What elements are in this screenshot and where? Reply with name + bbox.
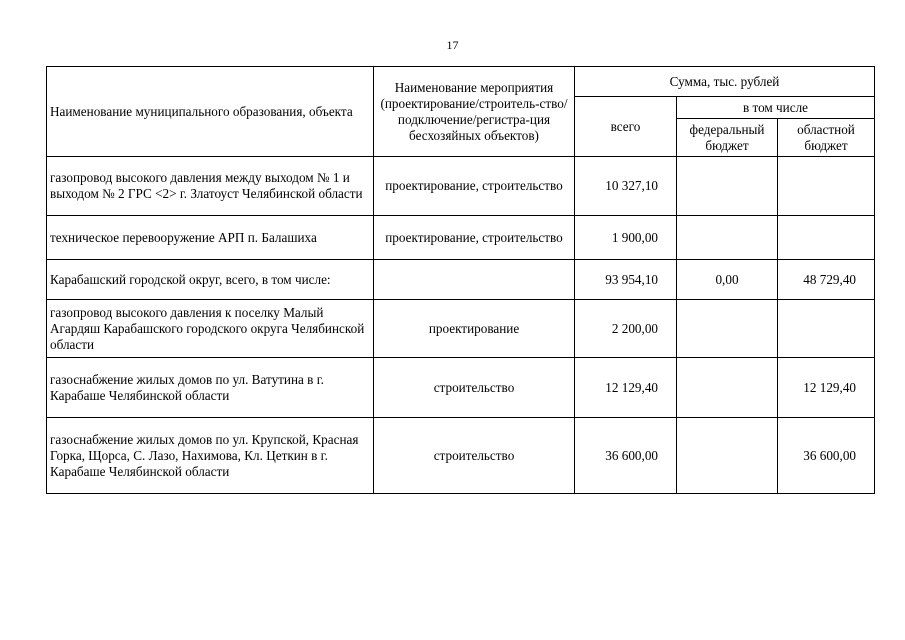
row-name: газопровод высокого давления к поселку Малый Агардяш Карабашского городского округа Челябинской области xyxy=(47,300,374,358)
row-regional xyxy=(778,157,875,216)
row-name: газоснабжение жилых домов по ул. Ватутина в г. Карабаше Челябинской области xyxy=(47,358,374,418)
table-row xyxy=(47,260,875,300)
row-name: газоснабжение жилых домов по ул. Крупской, Красная Горка, Щорса, С. Лазо, Нахимова, Кл. Цеткин в г. Карабаше Челябинской области xyxy=(47,418,374,494)
row-regional xyxy=(778,300,875,358)
row-total: 10 327,10 xyxy=(575,157,677,216)
row-federal: 0,00 xyxy=(677,260,778,300)
table-row xyxy=(47,358,875,418)
header-name: Наименование муниципального образования, объекта xyxy=(47,67,374,157)
row-total: 1 900,00 xyxy=(575,216,677,260)
header-regional: областной бюджет xyxy=(778,119,875,157)
table-row xyxy=(47,157,875,216)
header-sum: Сумма, тыс. рублей xyxy=(575,67,875,97)
row-activity: проектирование, строительство xyxy=(374,216,575,260)
row-activity: строительство xyxy=(374,358,575,418)
header-activity: Наименование мероприятия (проектирование/строитель-ство/подключение/регистра-ция бесхозяйных объектов) xyxy=(374,67,575,157)
row-regional: 12 129,40 xyxy=(778,358,875,418)
row-total: 93 954,10 xyxy=(575,260,677,300)
row-total: 12 129,40 xyxy=(575,358,677,418)
row-regional xyxy=(778,216,875,260)
row-activity xyxy=(374,260,575,300)
row-federal xyxy=(677,216,778,260)
row-name: газопровод высокого давления между выходом № 1 и выходом № 2 ГРС <2> г. Златоуст Челябинской области xyxy=(47,157,374,216)
row-name: техническое перевооружение АРП п. Балашиха xyxy=(47,216,374,260)
row-federal xyxy=(677,418,778,494)
budget-table xyxy=(46,66,875,494)
row-name: Карабашский городской округ, всего, в том числе: xyxy=(47,260,374,300)
row-total: 36 600,00 xyxy=(575,418,677,494)
page-number: 17 xyxy=(446,38,459,52)
header-including: в том числе xyxy=(677,97,875,119)
row-federal xyxy=(677,358,778,418)
table-row xyxy=(47,300,875,358)
row-activity: строительство xyxy=(374,418,575,494)
row-activity: проектирование xyxy=(374,300,575,358)
row-regional: 48 729,40 xyxy=(778,260,875,300)
header-total: всего xyxy=(575,97,677,157)
header-federal: федеральный бюджет xyxy=(677,119,778,157)
table-row xyxy=(47,216,875,260)
row-activity: проектирование, строительство xyxy=(374,157,575,216)
row-regional: 36 600,00 xyxy=(778,418,875,494)
row-total: 2 200,00 xyxy=(575,300,677,358)
row-federal xyxy=(677,157,778,216)
row-federal xyxy=(677,300,778,358)
table-row xyxy=(47,418,875,494)
